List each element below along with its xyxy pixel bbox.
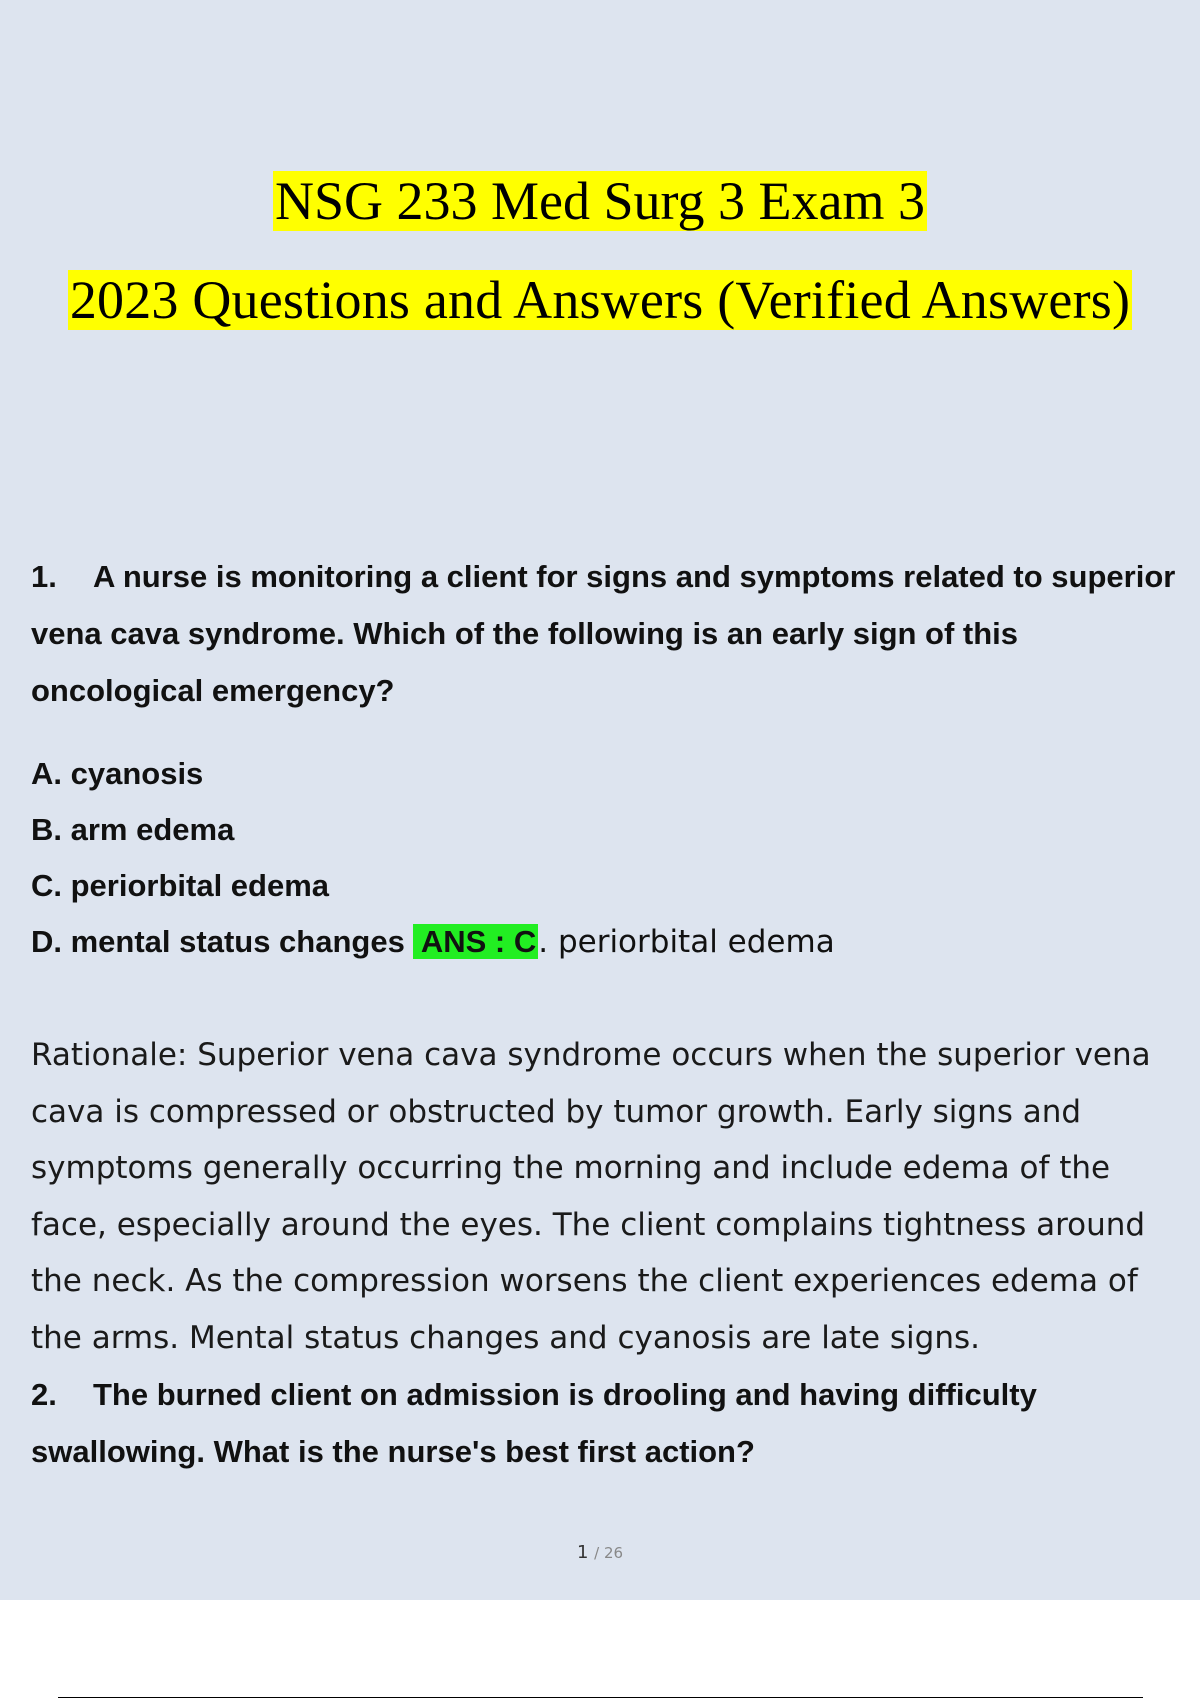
option-d-row [31,914,1191,970]
option-d: D. mental status changes [31,924,405,959]
document-title-line-1 [0,166,1200,236]
next-page-rule [58,1697,1143,1698]
option-b: B. arm edema [31,812,235,847]
question-1 [31,548,1191,719]
subtitle-highlight: 2023 Questions and Answers (Verified Answers) [69,270,1131,330]
question-text: The burned client on admission is drooling and having difficulty swallowing. What is the nurse's best first action? [31,1377,1037,1469]
option-c: C. periorbital edema [31,868,330,903]
rationale-paragraph: Rationale: Superior vena cava syndrome occurs when the superior vena cava is compressed or obstructed by tumor growth. Early signs and symptoms generally occurring the morning and include edema of the face, especially around the eyes. The client complains tightness around the neck. As the compression worsens the client experiences edema of the arms. Mental status changes and cyanosis are late signs. [31,1037,1151,1356]
question-number: 1. [31,559,57,594]
question-2 [31,1366,1191,1480]
answer-key-badge: ANS : C [413,924,538,959]
document-title-line-2 [0,265,1200,335]
question-text: A nurse is monitoring a client for signs and symptoms related to superior vena cava syndrome. Which of the following is an early sign of this oncological emergency? [31,559,1176,708]
current-page: 1 [576,1542,589,1563]
page-indicator [0,1542,1200,1563]
title-highlight: NSG 233 Med Surg 3 Exam 3 [274,171,925,231]
total-pages: / 26 [594,1544,624,1562]
answer-options [31,746,1191,970]
option-a: A. cyanosis [31,756,204,791]
question-number: 2. [31,1377,57,1412]
document-body [31,548,1191,1480]
answer-text: . periorbital edema [538,924,835,960]
